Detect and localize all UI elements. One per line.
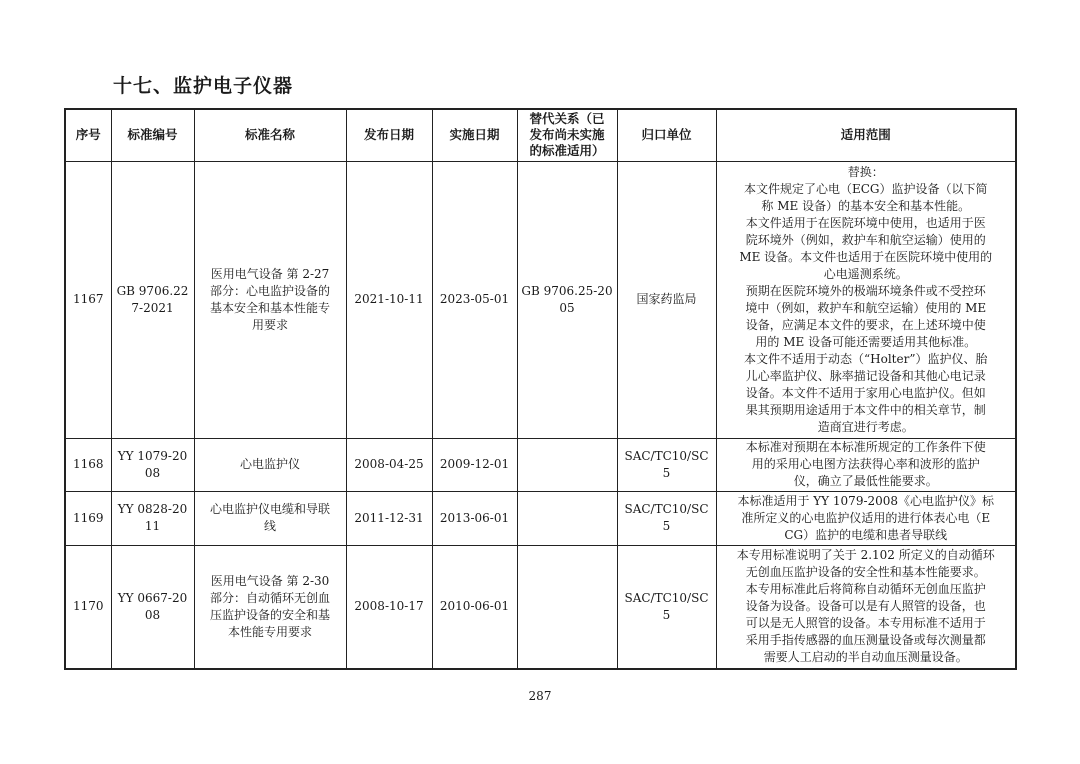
- scope-line: 替换：: [847, 164, 884, 179]
- scope-line: 用的采用心电图方法获得心率和波形的监护: [751, 457, 980, 471]
- table-header-row: [65, 109, 1016, 161]
- cell-line: 05: [559, 300, 575, 315]
- cell-publish-date: 2008-10-17: [346, 545, 432, 669]
- cell-line: 08: [144, 607, 161, 622]
- header-std-name: 标准名称: [194, 109, 346, 161]
- section-title: 十七、监护电子仪器: [113, 75, 294, 97]
- cell-std-no: [111, 491, 194, 545]
- scope-line: 果其预期用途适用于本文件中的相关章节，制: [745, 402, 986, 417]
- scope-line: 设备为设备。设备可以是有人照管的设备，也: [745, 599, 986, 614]
- cell-scope: [716, 491, 1016, 545]
- scope-line: 本标准适用于 YY 1079-2008《心电监护仪》标: [737, 493, 995, 508]
- cell-line: 7-2021: [131, 300, 174, 315]
- scope-line: 设备，应满足本文件的要求，在上述环境中使: [745, 317, 986, 332]
- cell-line: 压监护设备的安全和基: [209, 607, 330, 622]
- cell-line: 11: [144, 519, 161, 533]
- cell-seq: 1168: [65, 438, 111, 491]
- header-std-no: 标准编号: [111, 109, 194, 161]
- cell-line: SAC/TC10/SC: [624, 590, 709, 605]
- cell-line: SAC/TC10/SC: [624, 502, 709, 516]
- cell-replaces: [517, 438, 617, 491]
- cell-line: 线: [263, 519, 276, 533]
- cell-scope: [716, 161, 1016, 438]
- scope-line: 预期在医院环境外的极端环境条件或不受控环: [745, 283, 986, 298]
- cell-line: 医用电气设备 第 2-30: [210, 573, 330, 588]
- cell-line: SAC/TC10/SC: [624, 448, 709, 463]
- cell-line: 本性能专用要求: [227, 624, 312, 639]
- cell-std-no: [111, 545, 194, 669]
- scope-line: 采用手指传感器的血压测量设备或每次测量都: [745, 633, 986, 648]
- table-row: [65, 491, 1016, 545]
- page-number: 287: [528, 689, 552, 703]
- cell-line: GB 9706.25-20: [521, 283, 613, 298]
- header-publish-date: 发布日期: [346, 109, 432, 161]
- scope-line: ME 设备。本文件也适用于在医院环境中使用的: [739, 249, 993, 264]
- cell-seq: 1170: [65, 545, 111, 669]
- table-row: [65, 438, 1016, 491]
- cell-std-name: [194, 161, 346, 438]
- cell-line: 发布尚未实施: [529, 127, 605, 143]
- header-effective-date: 实施日期: [432, 109, 517, 161]
- header-replaces: [517, 109, 617, 161]
- cell-seq: 1167: [65, 161, 111, 438]
- scope-line: 设备。本文件不适用于家用心电监护仪。但如: [745, 385, 986, 400]
- cell-line: 替代关系（已: [529, 111, 605, 127]
- cell-publish-date: 2011-12-31: [346, 491, 432, 545]
- scope-line: 心电遥测系统。: [823, 266, 908, 281]
- cell-line: 部分：自动循环无创血: [209, 590, 330, 605]
- scope-line: 本文件适用于在医院环境中使用，也适用于医: [745, 215, 986, 230]
- scope-line: 仪，确立了最低性能要求。: [793, 474, 938, 488]
- scope-line: 院环境外（例如，救护车和航空运输）使用的: [745, 232, 986, 247]
- cell-line: YY 0667-20: [117, 590, 188, 605]
- cell-line: 的标准适用）: [529, 143, 605, 159]
- cell-line: 医用电气设备 第 2-27: [210, 266, 330, 281]
- cell-publish-date: 2021-10-11: [346, 161, 432, 438]
- header-agency: 归口单位: [617, 109, 716, 161]
- cell-effective-date: 2010-06-01: [432, 545, 517, 669]
- scope-line: 儿心率监护仪、脉率描记设备和其他心电记录: [745, 368, 986, 383]
- cell-scope: [716, 438, 1016, 491]
- cell-effective-date: 2009-12-01: [432, 438, 517, 491]
- cell-line: 5: [662, 607, 671, 622]
- cell-line: GB 9706.22: [116, 283, 189, 298]
- cell-replaces: [517, 491, 617, 545]
- scope-line: 本文件规定了心电（ECG）监护设备（以下简: [743, 181, 988, 196]
- cell-line: 5: [662, 465, 671, 480]
- scope-line: 本标准对预期在本标准所规定的工作条件下使: [745, 440, 986, 454]
- cell-std-name: [194, 491, 346, 545]
- scope-line: 无创血压监护设备的安全性和基本性能要求。: [745, 565, 986, 580]
- scope-line: 用的 ME 设备可能还需要适用其他标准。: [755, 334, 977, 349]
- cell-std-no: [111, 438, 194, 491]
- cell-agency: [617, 545, 716, 669]
- cell-line: 用要求: [251, 317, 288, 332]
- cell-publish-date: 2008-04-25: [346, 438, 432, 491]
- cell-agency: [617, 491, 716, 545]
- cell-replaces: [517, 161, 617, 438]
- cell-line: YY 1079-20: [117, 448, 188, 463]
- cell-line: 心电监护仪电缆和导联: [209, 502, 330, 516]
- cell-scope: [716, 545, 1016, 669]
- scope-line: 准所定义的心电监护仪适用的进行体表心电（E: [741, 510, 991, 525]
- scope-line: 可以是无人照管的设备。本专用标准不适用于: [745, 616, 986, 631]
- scope-line: 本专用标准说明了关于 2.102 所定义的自动循环: [736, 548, 995, 563]
- scope-line: CG）监护的电缆和患者导联线: [784, 527, 948, 542]
- cell-seq: 1169: [65, 491, 111, 545]
- cell-line: 部分：心电监护设备的: [209, 283, 330, 298]
- scope-line: 本专用标准此后将简称自动循环无创血压监护: [745, 582, 986, 597]
- scope-line: 需要人工启动的半自动血压测量设备。: [763, 650, 968, 665]
- cell-line: 基本安全和基本性能专: [209, 300, 330, 315]
- cell-agency: 国家药监局: [617, 161, 716, 438]
- scope-line: 境中（例如，救护车和航空运输）使用的 ME: [745, 300, 987, 315]
- table-row: [65, 545, 1016, 669]
- scope-line: 本文件不适用于动态（“Holter”）监护仪、胎: [744, 351, 988, 366]
- cell-line: 08: [144, 465, 161, 480]
- header-seq: 序号: [65, 109, 111, 161]
- cell-replaces: [517, 545, 617, 669]
- cell-std-name: [194, 438, 346, 491]
- cell-std-no: [111, 161, 194, 438]
- cell-effective-date: 2013-06-01: [432, 491, 517, 545]
- cell-agency: [617, 438, 716, 491]
- standards-table: [64, 108, 1017, 670]
- scope-line: 称 ME 设备）的基本安全和基本性能。: [761, 198, 971, 213]
- table-row: [65, 161, 1016, 438]
- cell-effective-date: 2023-05-01: [432, 161, 517, 438]
- header-scope: 适用范围: [716, 109, 1016, 161]
- cell-line: 心电监护仪: [239, 457, 300, 471]
- scope-line: 造商宜进行考虑。: [817, 419, 914, 434]
- cell-line: YY 0828-20: [117, 502, 188, 516]
- cell-line: 5: [662, 519, 671, 533]
- cell-std-name: [194, 545, 346, 669]
